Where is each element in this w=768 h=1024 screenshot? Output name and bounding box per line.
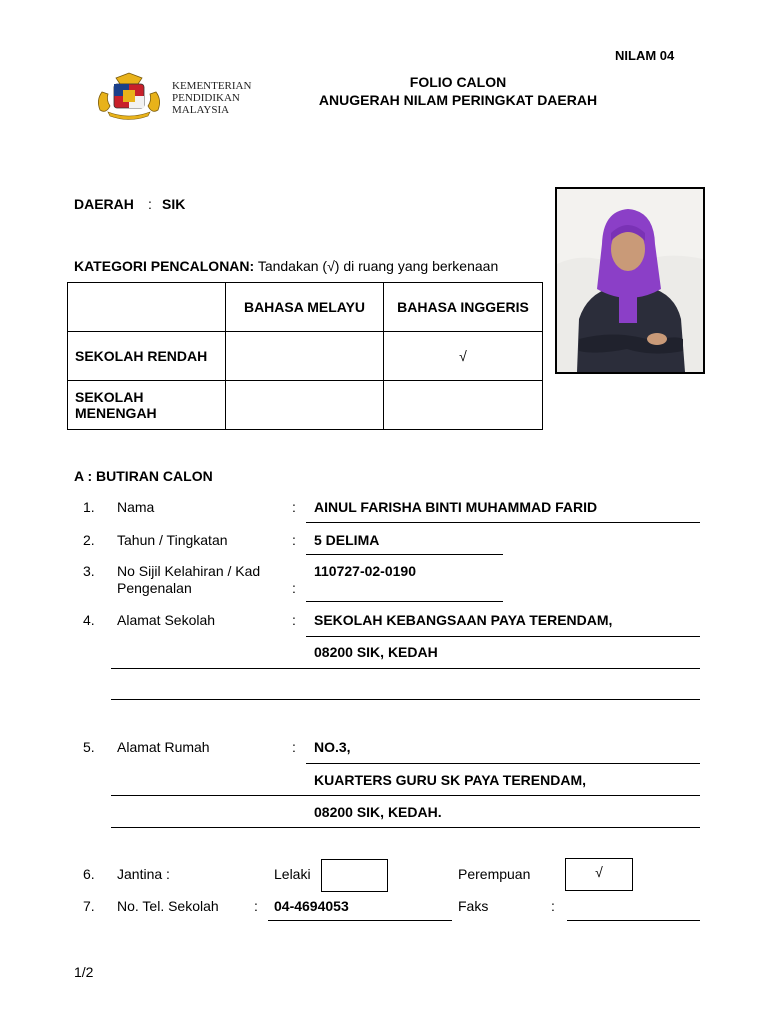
item-2-label: Tahun / Tingkatan — [117, 532, 228, 548]
logo-text-line1: KEMENTERIAN — [172, 80, 252, 92]
section-a-title: A : BUTIRAN CALON — [74, 468, 213, 484]
male-label: Lelaki — [274, 866, 311, 882]
item-1-colon: : — [292, 499, 296, 515]
phone-field[interactable]: 04-4694053 — [274, 898, 349, 914]
gender-label: Jantina : — [117, 866, 170, 882]
item-4-number: 4. — [83, 612, 95, 628]
school-address-underline3 — [111, 699, 700, 700]
kategori-instruction: Tandakan (√) di ruang yang berkenaan — [257, 258, 499, 274]
ministry-logo — [94, 70, 264, 122]
home-address-line2[interactable]: KUARTERS GURU SK PAYA TERENDAM, — [314, 772, 586, 788]
item-3-number: 3. — [83, 563, 95, 579]
candidate-photo — [555, 187, 705, 374]
checkbox-rendah-bi[interactable]: √ — [384, 332, 543, 381]
daerah-value: SIK — [162, 196, 186, 212]
coat-of-arms-icon — [94, 70, 164, 122]
phone-underline — [268, 920, 452, 921]
item-7-label: No. Tel. Sekolah — [117, 898, 219, 914]
id-field[interactable]: 110727-02-0190 — [314, 563, 416, 579]
form-code: NILAM 04 — [615, 48, 675, 63]
item-5-colon: : — [292, 739, 296, 755]
title-line1: FOLIO CALON — [409, 74, 507, 90]
item-4-label: Alamat Sekolah — [117, 612, 216, 628]
school-address-line2[interactable]: 08200 SIK, KEDAH — [314, 644, 438, 660]
item-6-number: 6. — [83, 866, 95, 882]
item-4-colon: : — [292, 612, 296, 628]
checkbox-menengah-bm[interactable] — [226, 381, 384, 430]
candidate-photo-image — [557, 189, 703, 372]
female-checkbox[interactable]: √ — [565, 858, 633, 891]
item-3-label: No Sijil Kelahiran / Kad Pengenalan — [117, 563, 261, 596]
name-underline — [306, 522, 700, 523]
table-row-sekolah-rendah: SEKOLAH RENDAH — [68, 332, 226, 381]
home-address-underline2 — [111, 795, 700, 796]
daerah-label: DAERAH — [74, 196, 134, 212]
class-field[interactable]: 5 DELIMA — [314, 532, 380, 548]
female-label: Perempuan — [458, 866, 531, 882]
home-address-underline1 — [306, 763, 700, 764]
title-line2: ANUGERAH NILAM PERINGKAT DAERAH — [318, 92, 598, 108]
class-underline — [306, 554, 503, 555]
school-address-underline1 — [306, 636, 700, 637]
school-address-underline2 — [111, 668, 700, 669]
fax-underline — [567, 920, 700, 921]
logo-text-line3: MALAYSIA — [172, 104, 230, 116]
item-1-label: Nama — [117, 499, 155, 515]
male-checkbox[interactable] — [321, 859, 388, 892]
item-2-number: 2. — [83, 532, 95, 548]
id-underline — [306, 601, 503, 602]
item-2-colon: : — [292, 532, 296, 548]
home-address-underline3 — [111, 827, 700, 828]
page-number: 1/2 — [74, 964, 94, 980]
category-table — [67, 282, 543, 430]
school-address-line1[interactable]: SEKOLAH KEBANGSAAN PAYA TERENDAM, — [314, 612, 613, 628]
name-field[interactable]: AINUL FARISHA BINTI MUHAMMAD FARID — [314, 499, 598, 515]
checkbox-rendah-bm[interactable] — [226, 332, 384, 381]
table-header-bahasa-inggeris: BAHASA INGGERIS — [384, 283, 543, 332]
home-address-line1[interactable]: NO.3, — [314, 739, 351, 755]
item-3-colon: : — [292, 580, 296, 596]
home-address-line3[interactable]: 08200 SIK, KEDAH. — [314, 804, 442, 820]
logo-text-line2: PENDIDIKAN — [172, 92, 240, 104]
item-1-number: 1. — [83, 499, 95, 515]
fax-label: Faks — [458, 898, 489, 914]
daerah-colon: : — [148, 196, 152, 212]
kategori-label: KATEGORI PENCALONAN: — [74, 258, 255, 274]
item-5-number: 5. — [83, 739, 95, 755]
fax-colon: : — [551, 898, 555, 914]
item-5-label: Alamat Rumah — [117, 739, 210, 755]
item-7-colon: : — [254, 898, 258, 914]
table-header-empty — [68, 283, 226, 332]
table-header-bahasa-melayu: BAHASA MELAYU — [226, 283, 384, 332]
checkbox-menengah-bi[interactable] — [384, 381, 543, 430]
item-7-number: 7. — [83, 898, 95, 914]
table-row-sekolah-menengah: SEKOLAH MENENGAH — [68, 381, 226, 430]
